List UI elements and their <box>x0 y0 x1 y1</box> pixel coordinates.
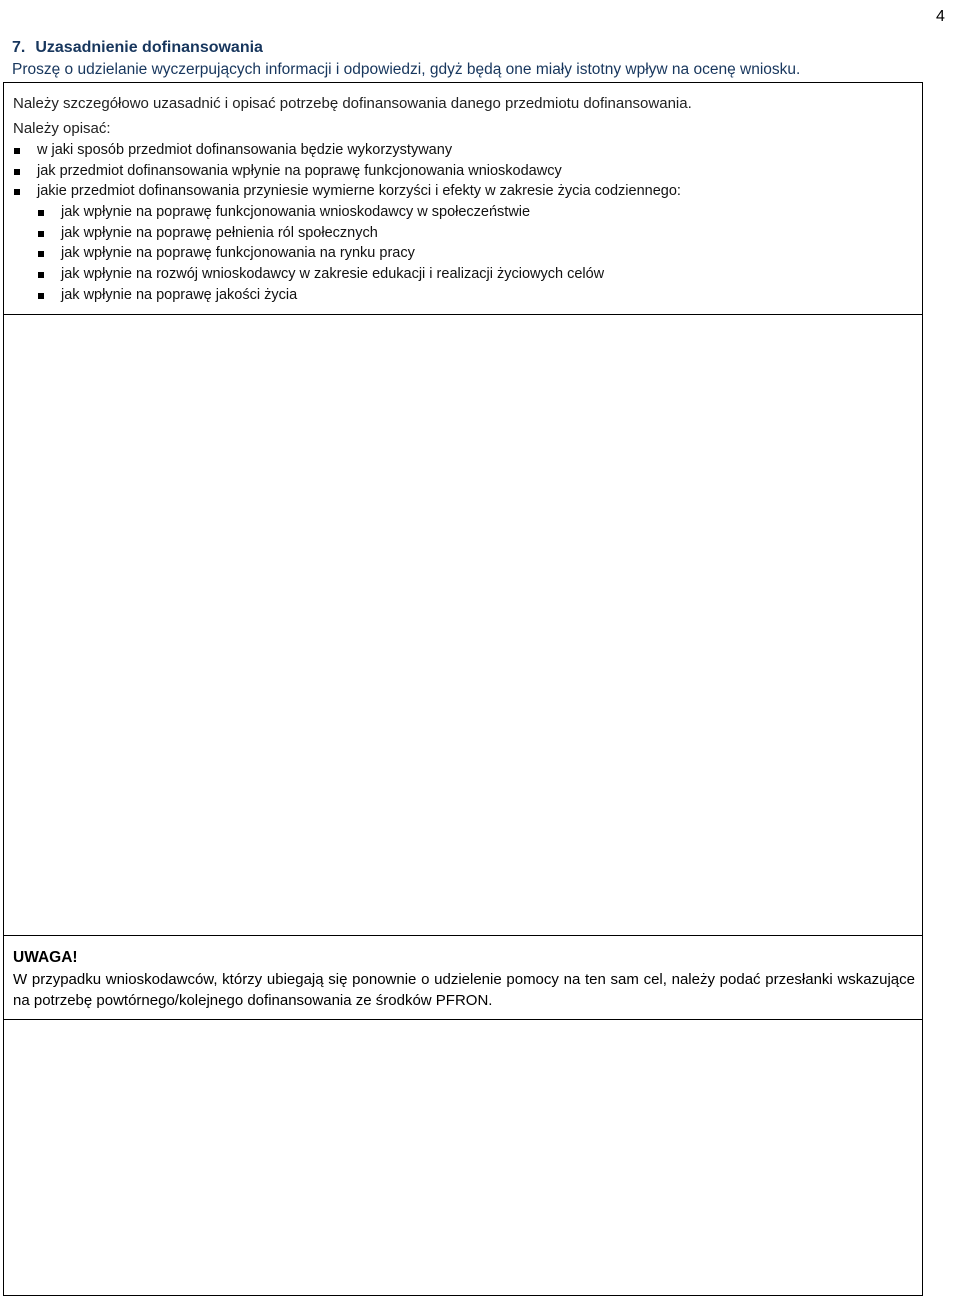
square-bullet-icon <box>14 189 20 195</box>
square-bullet-icon <box>38 231 44 237</box>
section-number: 7. <box>12 39 26 56</box>
warning-box <box>3 935 923 1021</box>
warning-text: W przypadku wnioskodawców, którzy ubiegają się ponownie o udzielenie pomocy na ten sam cel, należy podać przesłanki wskazujące na potrzebę powtórnego/kolejnego dofinansowania ze środków PFRON. <box>13 971 915 1009</box>
sub-list-item: jak wpłynie na poprawę funkcjonowania na rynku pracy <box>38 245 415 261</box>
square-bullet-icon <box>38 251 44 257</box>
section-title: Uzasadnienie dofinansowania <box>35 39 263 56</box>
sub-list-item: jak wpłynie na poprawę jakości życia <box>38 287 297 303</box>
sub-list-item: jak wpłynie na poprawę pełnienia ról społecznych <box>38 225 378 241</box>
justification-answer-field[interactable] <box>3 314 923 936</box>
list-item: jak przedmiot dofinansowania wpłynie na poprawę funkcjonowania wnioskodawcy <box>14 163 562 179</box>
instruction-justify: Należy szczegółowo uzasadnić i opisać potrzebę dofinansowania danego przedmiotu dofinansowania. <box>13 95 692 112</box>
square-bullet-icon <box>38 272 44 278</box>
list-item: w jaki sposób przedmiot dofinansowania będzie wykorzystywany <box>14 142 452 158</box>
page-number: 4 <box>936 8 945 25</box>
square-bullet-icon <box>38 210 44 216</box>
instruction-describe-label: Należy opisać: <box>13 120 111 137</box>
square-bullet-icon <box>38 293 44 299</box>
square-bullet-icon <box>14 169 20 175</box>
section-intro: Proszę o udzielanie wyczerpujących informacji i odpowiedzi, gdyż będą one miały istotny wpływ na ocenę wniosku. <box>12 61 801 78</box>
sub-list-item: jak wpłynie na poprawę funkcjonowania wnioskodawcy w społeczeństwie <box>38 204 530 220</box>
repeat-funding-answer-field[interactable] <box>3 1019 923 1296</box>
instructions-box <box>3 82 923 316</box>
section-heading <box>12 39 263 57</box>
sub-list-item: jak wpłynie na rozwój wnioskodawcy w zakresie edukacji i realizacji życiowych celów <box>38 266 604 282</box>
square-bullet-icon <box>14 148 20 154</box>
list-item: jakie przedmiot dofinansowania przyniesie wymierne korzyści i efekty w zakresie życia codziennego: <box>14 183 681 199</box>
warning-title: UWAGA! <box>13 949 78 966</box>
